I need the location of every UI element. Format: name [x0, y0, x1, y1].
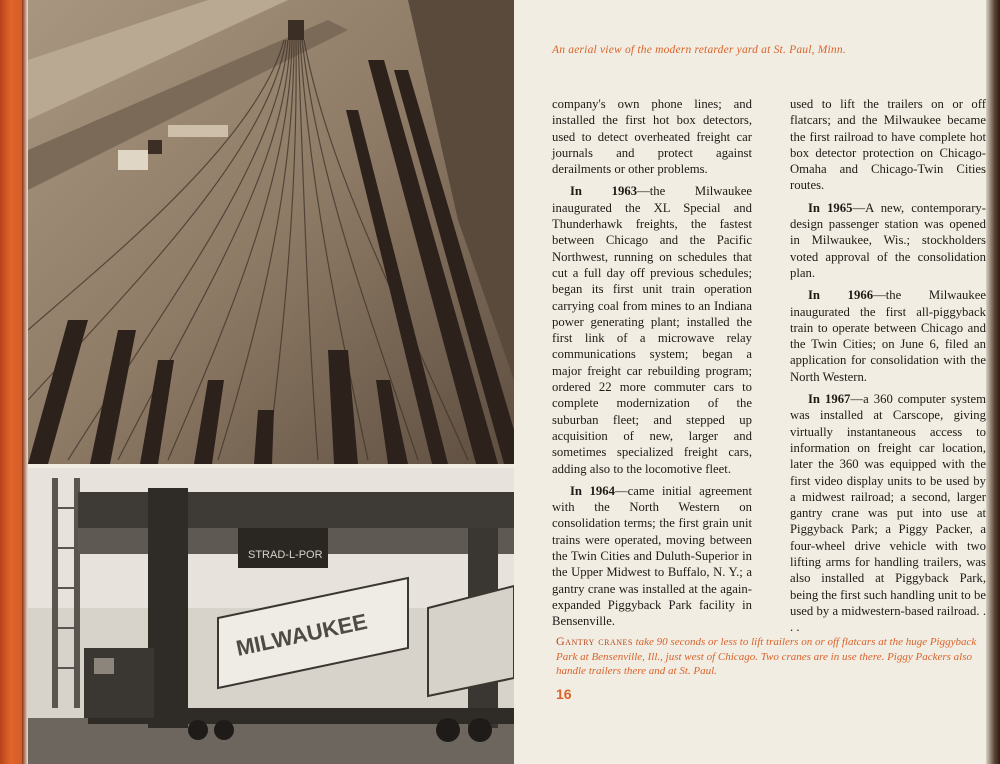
- paragraph-1965: [790, 200, 986, 281]
- text-column-left: [552, 96, 752, 636]
- gantry-crane-illustration: [28, 468, 514, 764]
- caption-text: take 90 seconds or less to lift trailers on or off flatcars at the huge Piggyback Park at Bensenville, Ill., just west of Chicago. Two cranes are in use there. Piggy Packers also handle trailers there and at St. Paul.: [556, 636, 977, 677]
- aerial-photo-caption: An aerial view of the modern retarder yard at St. Paul, Minn.: [552, 44, 846, 56]
- year-heading: In 1967: [808, 392, 851, 407]
- aerial-yard-illustration: [28, 0, 514, 464]
- paragraph-1963: [552, 183, 752, 476]
- paragraph-1967: [790, 391, 986, 635]
- book-right-edge: [986, 0, 1000, 764]
- gantry-crane-photo: [28, 468, 514, 764]
- paragraph-text: —the Milwaukee inaugurated the first all-piggyback train to operate between Chicago and the Twin Cities; on June 6, filed an application for consolidation with the North Western.: [790, 288, 987, 384]
- paragraph-text: —A new, contemporary-design passenger station was opened in Milwaukee, Wis.; stockholders voted approval of the consolidation plan.: [790, 200, 986, 280]
- paragraph-text: —the Milwaukee inaugurated the XL Special and Thunderhawk freights, the fastest between Chicago and the Pacific Northwest, running on schedules that cut a full day off previous schedules; began its first unit train operation carrying coal from mines to an Indiana power generating plant; installed the first link of a microwave relay communications system; began a major freight car rebuilding program; ordered 22 more commuter cars to complete modernization of the suburban fleet; and stepped up acquisition of new, larger and sometimes specialized freight cars, adding also to the locomotive fleet.: [552, 184, 753, 476]
- aerial-yard-photo: [28, 0, 514, 464]
- gantry-photo-caption: [556, 634, 980, 679]
- year-heading: In 1964: [570, 483, 615, 498]
- year-heading: In 1963: [570, 184, 638, 199]
- caption-lead: Gantry cranes: [556, 634, 633, 648]
- paragraph: company's own phone lines; and installed the first hot box detectors, used to detect overheated freight car journals and protect against derailments or other problems.: [552, 97, 752, 177]
- paragraph: used to lift the trailers on or off flatcars; and the Milwaukee became the first railroad to have complete hot box detector protection on Chicago-Omaha and Chicago-Twin Cities routes.: [790, 97, 986, 193]
- page-number: 16: [556, 686, 572, 702]
- paragraph-1964: [552, 483, 752, 630]
- year-heading: In 1965: [808, 200, 853, 215]
- paragraph-text: —came initial agreement with the North Western on consolidation terms; the first grain unit trains were operated, moving between the Twin Cities and Duluth-Superior in the Upper Midwest to Buffalo, N. Y.; a gantry crane was installed at the again-expanded Piggyback Park facility in Bensenville.: [552, 483, 752, 629]
- paragraph-1966: [790, 287, 986, 385]
- crane-lettering: STRAD-L-POR: [248, 549, 323, 561]
- paragraph-text: —a 360 computer system was installed at Carscope, giving virtually instantaneous access to information on freight car location, later the 360 was equipped with the first video display units to be used by a midwest railroad; a second, larger gantry crane was put into use at Piggyback Park; a Piggy Packer, a four-wheel drive vehicle with two lifting arms for handling trailers, was also installed at Piggyback Park, being the first such handling unit to be used by a midwestern-based railroad. . . .: [790, 392, 986, 635]
- year-heading: In 1966: [808, 288, 874, 303]
- trailer-lettering: MILWAUKEE: [233, 608, 370, 661]
- text-column-right: [790, 96, 986, 642]
